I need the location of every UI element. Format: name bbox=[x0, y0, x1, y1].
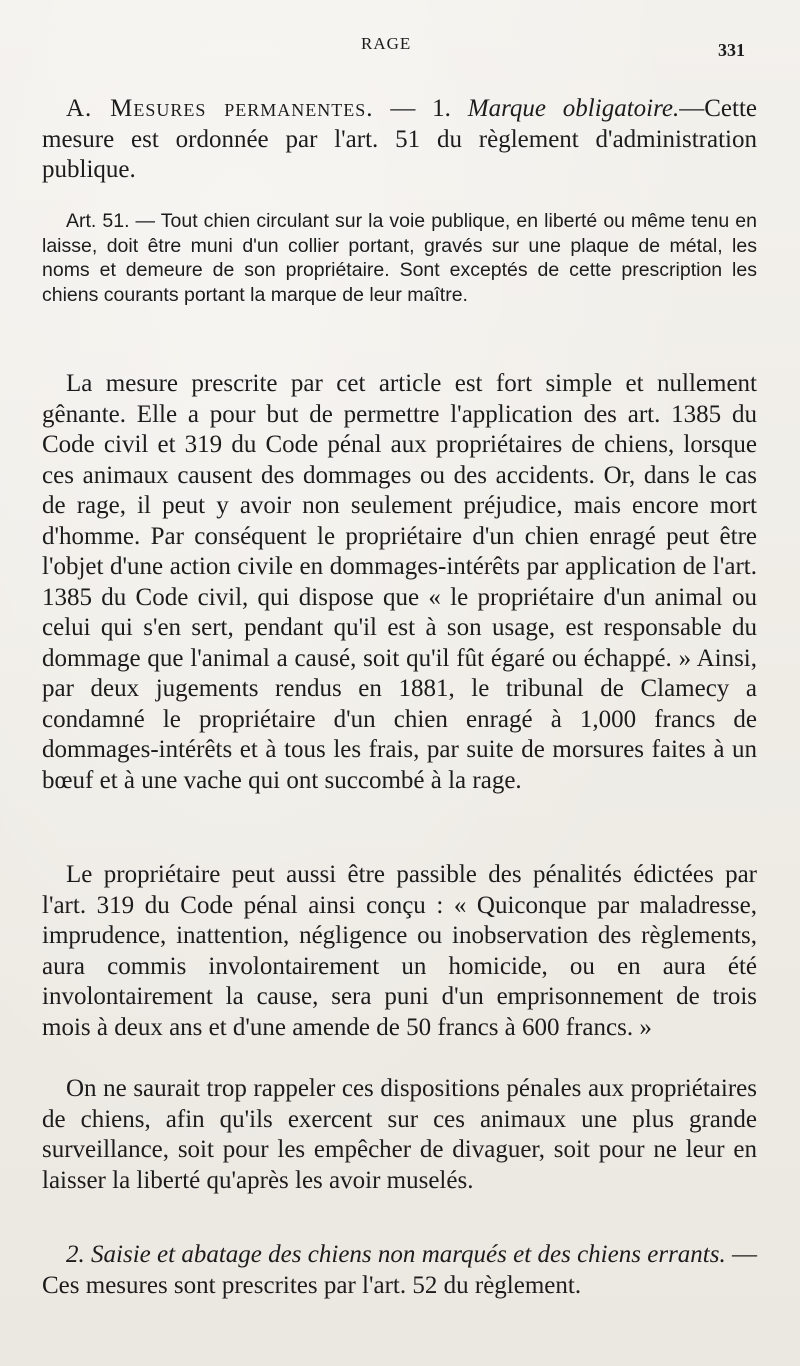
running-title: RAGE bbox=[361, 34, 412, 53]
paragraph-recommendation: On ne saurait trop rappeler ces dispositions pénales aux propriétaires de chiens, afin qu'ils exercent sur ces animaux une plus grande surveillance, soit pour les empêcher de divaguer, soit pour ne leur en laisser la liberté qu'après les avoir muselés. bbox=[42, 1075, 757, 1194]
section-2-text: — Ces mesures sont prescrites par l'art. 52 du règlement. bbox=[42, 1241, 757, 1299]
section-a-dash: — 1. bbox=[373, 95, 468, 122]
section-a-paragraph bbox=[42, 94, 757, 186]
paragraph-liability: La mesure prescrite par cet article est fort simple et nullement gênante. Elle a pour but de permettre l'application des art. 1385 du Code civil et 319 du Code pénal aux propriétaires de chiens, lorsque ces animaux causent des dommages ou des accidents. Or, dans le cas de rage, il peut y avoir non seulement préjudice, mais encore mort d'homme. Par conséquent le propriétaire d'un chien enragé peut être l'objet d'une action civile en dommages-intérêts par application de l'art. 1385 du Code civil, qui dispose que « le propriétaire d'un animal ou celui qui s'en sert, pendant qu'il est à son usage, est responsable du dommage que l'animal a causé, soit qu'il fût égaré ou échappé. » Ainsi, par deux jugements rendus en 1881, le tribunal de Clamecy a condamné le propriétaire d'un chien enragé à 1,000 francs de dommages-intérêts et à tous les frais, par suite de morsures faites à un bœuf et à une vache qui ont succombé à la rage. bbox=[42, 370, 757, 794]
section-2-heading: 2. Saisie et abatage des chiens non marqués et des chiens errants. bbox=[66, 1241, 726, 1268]
section-a-subtitle: Marque obligatoire. bbox=[467, 95, 680, 122]
paragraph-penalties: Le propriétaire peut aussi être passible des pénalités édictées par l'art. 319 du Code pénal ainsi conçu : « Quiconque par maladresse, imprudence, inattention, négligence ou inobservation des règlements, aura commis involontairement un homicide, ou en aura été involontairement la cause, sera puni d'un emprisonnement de trois mois à deux ans et d'une amende de 50 francs à 600 francs. » bbox=[42, 861, 757, 1041]
section-a-heading: A. Mesures permanentes. bbox=[66, 95, 374, 122]
section-2-paragraph bbox=[42, 1240, 757, 1301]
running-head bbox=[0, 34, 800, 58]
page-number: 331 bbox=[718, 40, 745, 60]
section-a-text: —Cette mesure est ordonnée par l'art. 51 du règlement d'administration publique. bbox=[42, 95, 758, 183]
article-51-quote: Art. 51. — Tout chien circulant sur la voie publique, en liberté ou même tenu en laisse, doit être muni d'un collier portant, gravés sur une plaque de métal, les noms et demeure de son propriétaire. Sont exceptés de cette prescription les chiens courants portant la marque de leur maître. bbox=[42, 210, 757, 306]
